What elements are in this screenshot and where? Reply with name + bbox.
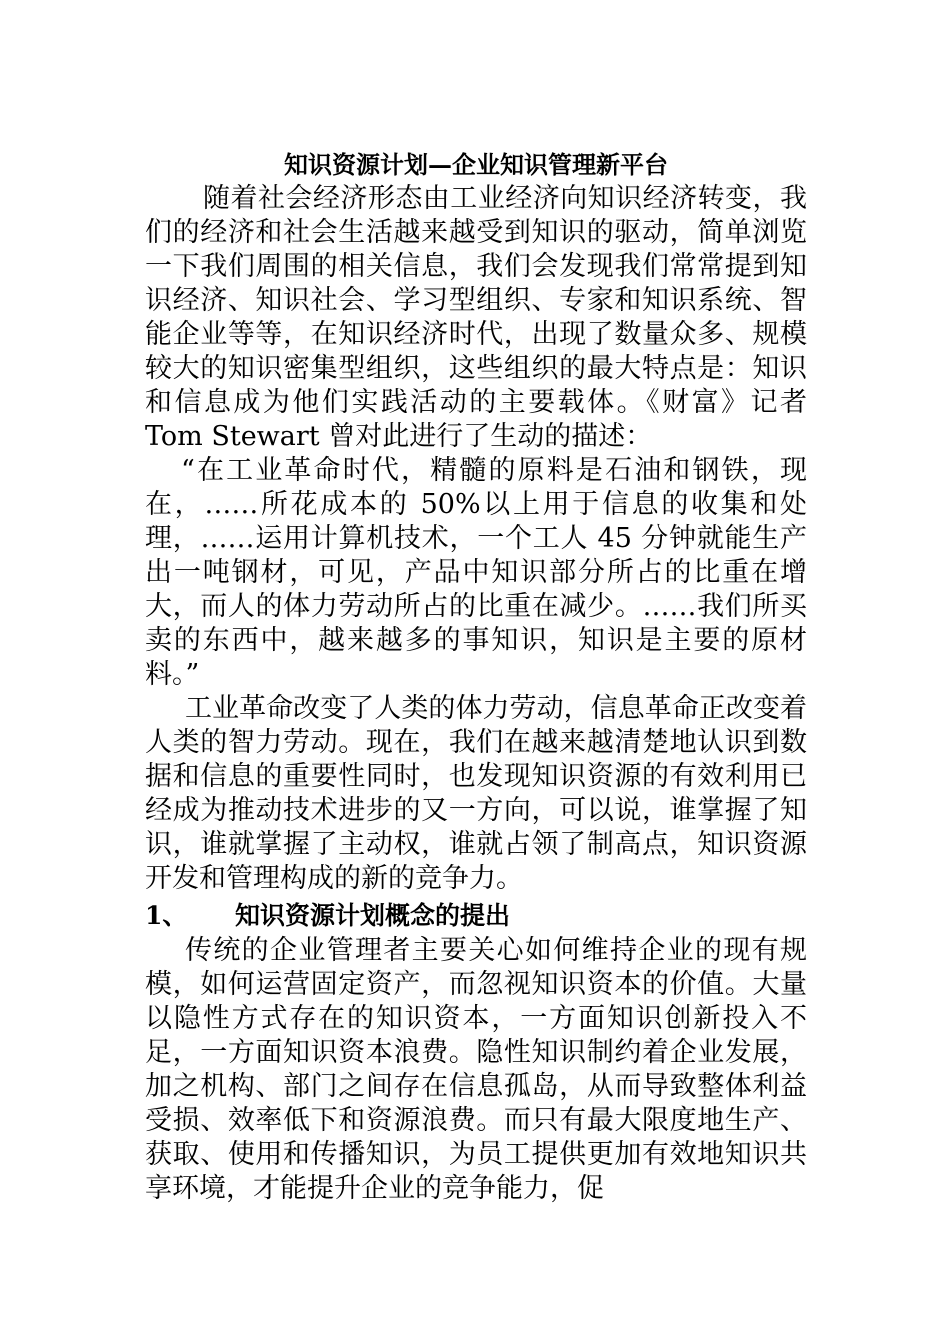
section-heading (145, 898, 807, 934)
intro-paragraph: 随着社会经济形态由工业经济向知识经济转变，我们的经济和社会生活越来越受到知识的驱动，简单浏览一下我们周围的相关信息，我们会发现我们常常提到知识经济、知识社会、学习型组织、专家和知识系统、智能企业等等，在知识经济时代，出现了数量众多、规模较大的知识密集型组织，这些组织的最大特点是：知识和信息成为他们实践活动的主要载体。《财富》记者 Tom Stewart 曾对此进行了生动的描述： (145, 183, 807, 452)
document-title: 知识资源计划—企业知识管理新平台 (284, 150, 668, 179)
document-page (145, 148, 807, 1206)
revolution-paragraph: 工业革命改变了人类的体力劳动，信息革命正改变着人类的智力劳动。现在，我们在越来越清楚地认识到数据和信息的重要性同时，也发现知识资源的有效利用已经成为推动技术进步的又一方向，可以说，谁掌握了知识，谁就掌握了主动权，谁就占领了制高点，知识资源开发和管理构成的新的竞争力。 (145, 693, 807, 894)
section-number: 1、 (145, 901, 188, 930)
quote-paragraph: “在工业革命时代，精髓的原料是石油和钢铁，现在，……所花成本的 50%以上用于信息的收集和处理，……运用计算机技术，一个工人 45 分钟就能生产出一吨钢材，可见，产品中知识部分所占的比重在增大，而人的体力劳动所占的比重在减少。……我们所买卖的东西中，越来越多的事知识，知识是主要的原材料。” (145, 455, 807, 690)
section-heading-text: 知识资源计划概念的提出 (235, 901, 511, 930)
section-paragraph: 传统的企业管理者主要关心如何维持企业的现有规模，如何运营固定资产，而忽视知识资本的价值。大量以隐性方式存在的知识资本，一方面知识创新投入不足，一方面知识资本浪费。隐性知识制约着企业发展，加之机构、部门之间存在信息孤岛，从而导致整体利益受损、效率低下和资源浪费。而只有最大限度地生产、获取、使用和传播知识，为员工提供更加有效地知识共享环境，才能提升企业的竞争能力，促 (145, 935, 807, 1204)
